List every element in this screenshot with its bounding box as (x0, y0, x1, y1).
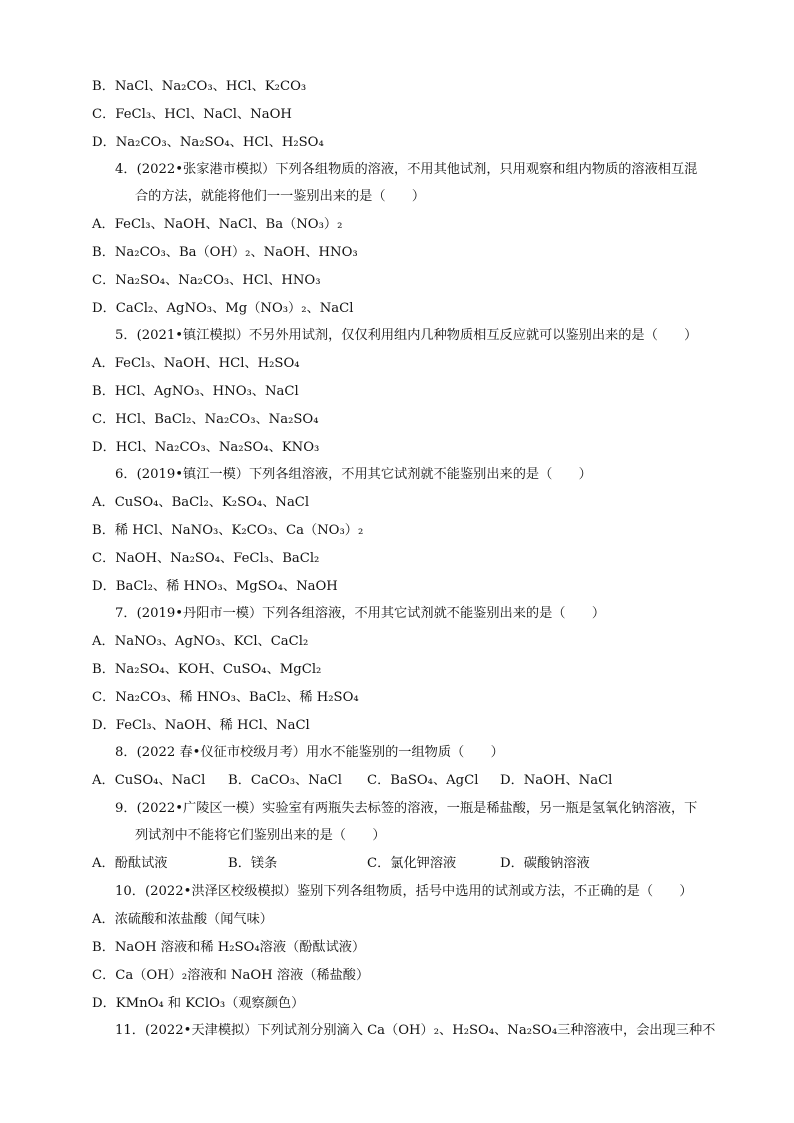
q4-option-b: B．Na₂CO₃、Ba（OH）₂、NaOH、HNO₃ (92, 245, 358, 260)
q5-option-d: D．HCl、Na₂CO₃、Na₂SO₄、KNO₃ (92, 440, 320, 455)
q5-option-b: B．HCl、AgNO₃、HNO₃、NaCl (92, 384, 299, 399)
q8-option-a: A．CuSO₄、NaCl (92, 773, 206, 788)
q4-option-a: A．FeCl₃、NaOH、NaCl、Ba（NO₃）₂ (92, 217, 343, 232)
question-10: 10．(2022•洪泽区校级模拟）鉴别下列各组物质，括号中选用的试剂或方法，不正确的是（ ） (115, 884, 693, 899)
q8-option-c: C．BaSO₄、AgCl (367, 773, 479, 788)
q9-option-b: B．镁条 (228, 856, 278, 871)
question-5: 5．(2021•镇江模拟）不另外用试剂，仅仅利用组内几种物质相互反应就可以鉴别出来的是（ ） (115, 328, 698, 343)
q10-option-b: B．NaOH 溶液和稀 H₂SO₄溶液（酚酞试液） (92, 940, 366, 955)
q7-option-d: D．FeCl₃、NaOH、稀 HCl、NaCl (92, 718, 310, 733)
q9-option-d: D．碳酸钠溶液 (500, 856, 590, 871)
question-6: 6．(2019•镇江一模）下列各组溶液，不用其它试剂就不能鉴别出来的是（ ） (115, 467, 592, 482)
q9-option-c: C．氯化钾溶液 (367, 856, 457, 871)
q7-option-a: A．NaNO₃、AgNO₃、KCl、CaCl₂ (92, 634, 309, 649)
q6-option-c: C．NaOH、Na₂SO₄、FeCl₃、BaCl₂ (92, 551, 320, 566)
q4-option-c: C．Na₂SO₄、Na₂CO₃、HCl、HNO₃ (92, 273, 321, 288)
line-l2: C．FeCl₃、HCl、NaCl、NaOH (92, 107, 292, 122)
q6-option-a: A．CuSO₄、BaCl₂、K₂SO₄、NaCl (92, 495, 310, 510)
q8-option-d: D．NaOH、NaCl (500, 773, 613, 788)
question-4: 4．(2022•张家港市模拟）下列各组物质的溶液，不用其他试剂，只用观察和组内物质的溶液相互混 (115, 162, 698, 177)
question-11: 11．(2022•天津模拟）下列试剂分别滴入 Ca（OH）₂、H₂SO₄、Na₂SO₄三种溶液中，会出现三种不 (115, 1023, 716, 1038)
question-7: 7．(2019•丹阳市一模）下列各组溶液，不用其它试剂就不能鉴别出来的是（ ） (115, 606, 606, 621)
q7-option-b: B．Na₂SO₄、KOH、CuSO₄、MgCl₂ (92, 662, 322, 677)
line-l1: B．NaCl、Na₂CO₃、HCl、K₂CO₃ (92, 79, 307, 94)
question-4-cont: 合的方法，就能将他们一一鉴别出来的是（ ） (135, 189, 426, 204)
question-8: 8．(2022 春•仪征市校级月考）用水不能鉴别的一组物质（ ） (115, 745, 504, 760)
q7-option-c: C．Na₂CO₃、稀 HNO₃、BaCl₂、稀 H₂SO₄ (92, 690, 359, 705)
q10-option-d: D．KMnO₄ 和 KClO₃（观察颜色） (92, 996, 305, 1011)
q5-option-a: A．FeCl₃、NaOH、HCl、H₂SO₄ (92, 356, 300, 371)
q4-option-d: D．CaCl₂、AgNO₃、Mg（NO₃）₂、NaCl (92, 301, 354, 316)
question-9: 9．(2022•广陵区一模）实验室有两瓶失去标签的溶液，一瓶是稀盐酸，另一瓶是氢氧化钠溶液，下 (115, 801, 698, 816)
q10-option-a: A．浓硫酸和浓盐酸（闻气味） (92, 912, 273, 927)
q10-option-c: C．Ca（OH）₂溶液和 NaOH 溶液（稀盐酸） (92, 968, 370, 983)
q6-option-b: B．稀 HCl、NaNO₃、K₂CO₃、Ca（NO₃）₂ (92, 523, 364, 538)
question-9-cont: 列试剂中不能将它们鉴别出来的是（ ） (135, 828, 386, 843)
q6-option-d: D．BaCl₂、稀 HNO₃、MgSO₄、NaOH (92, 579, 338, 594)
line-l3: D．Na₂CO₃、Na₂SO₄、HCl、H₂SO₄ (92, 135, 324, 150)
q5-option-c: C．HCl、BaCl₂、Na₂CO₃、Na₂SO₄ (92, 412, 319, 427)
q8-option-b: B．CaCO₃、NaCl (228, 773, 342, 788)
q9-option-a: A．酚酞试液 (92, 856, 168, 871)
